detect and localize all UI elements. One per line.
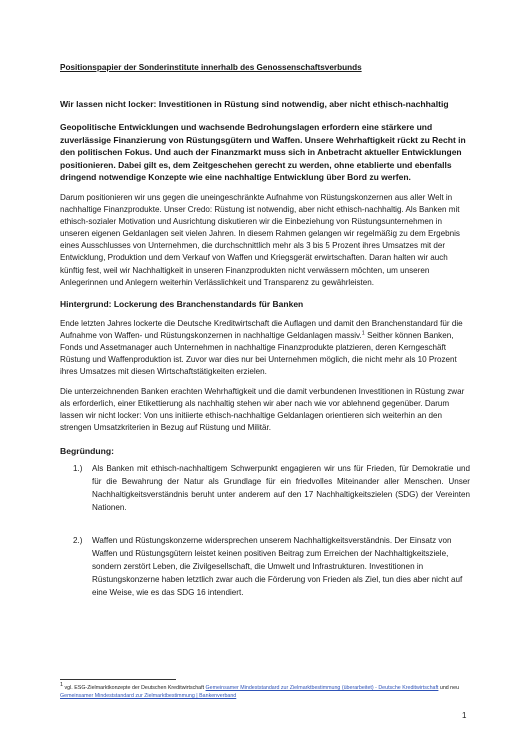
document-title: Positionspapier der Sonderinstitute innerhalb des Genossenschaftsverbunds	[60, 63, 362, 72]
page-number: 1	[462, 711, 467, 720]
footnote-divider	[60, 679, 176, 680]
background-heading: Hintergrund: Lockerung des Branchenstandards für Banken	[60, 298, 304, 309]
position-paragraph: Die unterzeichnenden Banken erachten Wehrhaftigkeit und die damit verbundenen Investitionen in Rüstung zwar als erforderlich, einer Etikettierung als nachhaltig stehen wir aber nach wie vor ablehnend gegenüber. Darum lassen wir nicht locker: Von uns initiierte ethisch-nachhaltige Geldanlagen orientieren sich weiterhin an den strengen Umsatzkriterien in Bezug auf Rüstung und Militär.	[60, 387, 465, 433]
footnote	[60, 684, 470, 700]
footnote-marker: 1	[60, 682, 64, 689]
footnote-prefix: vgl. ESG-Zielmarktkonzepte der Deutschen Kreditwirtschaft	[63, 685, 206, 691]
reason-item-1	[60, 462, 470, 514]
document-body	[60, 62, 470, 599]
background-text-part2: Seither können Banken, Fonds und Assetmanager auch Unternehmen in nachhaltige Finanzprodukte platzieren, deren Kerngeschäft Rüstung und Waffenproduktion ist. Zuvor war dies nur bei Unternehmen möglich, die nicht mehr als 10 Prozent ihres Umsatzes mit diesen Wirtschaftstätigkeiten erzielen.	[60, 330, 457, 377]
lead-paragraph: Geopolitische Entwicklungen und wachsende Bedrohungslagen erfordern eine stärkere und zuverlässige Finanzierung von Rüstungsgütern und Waffen. Unsere Wehrhaftigkeit rückt zu Recht in den politischen Fokus. Und auch der Finanzmarkt muss sich in Anbetracht aktueller Entwicklungen positionieren. Dabei gilt es, dem Zeitgeschehen gerecht zu werden, ohne etablierte und ebenfalls dringend notwendige Konzepte wie eine nachhaltige Entwicklung über Bord zu werfen.	[60, 122, 466, 183]
reason-text: Als Banken mit ethisch-nachhaltigem Schwerpunkt engagieren wir uns für Frieden, für Demokratie und für die Bewahrung der Natur als Grundlage für ein friedvolles Miteinander aller Menschen. Unser Nachhaltigkeitsverständnis beruht unter anderem auf den 17 Nachhaltigkeitszielen (SDG) der Vereinten Nationen.	[92, 463, 470, 512]
footnote-middle: und neu	[438, 685, 460, 691]
footnote-link-bankenverband[interactable]: Gemeinsamer Mindeststandard zur Zielmarktbestimmung | Bankenverband	[60, 693, 237, 699]
background-text-part1: Ende letzten Jahres lockerte die Deutsche Kreditwirtschaft die Auflagen und damit den Branchenstandard für die Aufnahme von Waffen- und Rüstungskonzernen in nachhaltige Geldanlagen massiv.	[60, 318, 463, 340]
reasons-heading: Begründung:	[60, 445, 114, 456]
reason-text: Waffen und Rüstungskonzerne widersprechen unserem Nachhaltigkeitsverständnis. Der Einsatz von Waffen und Rüstungsgütern leistet keinen positiven Beitrag zum Erreichen der Nachhaltigkeitsziele, sondern zerstört Leben, die Zivilgesellschaft, die Umwelt und Infrastrukturen. Investitionen in Rüstungskonzerne haben letztlich zwar auch die Förderung von Frieden als Ziel, tun dies aber nicht auf eine Weise, wie es das SDG 16 intendiert.	[92, 535, 463, 597]
footnote-link-dk[interactable]: Gemeinsamer Mindeststandard zur Zielmarktbestimmung (überarbeitet) - Deutsche Kreditwirtschaft	[205, 685, 439, 691]
reason-number: 2.)	[73, 535, 83, 545]
intro-paragraph: Darum positionieren wir uns gegen die uneingeschränkte Aufnahme von Rüstungskonzernen aus aller Welt in nachhaltige Finanzprodukte. Unser Credo: Rüstung ist notwendig, aber nicht ethisch-nachhaltig. Als Banken mit ethisch-sozialer Motivation und Ausrichtung diskutieren wir die Einbeziehung von Rüstungsunternehmen in unseren eigenen Geldanlagen seit vielen Jahren. In diesem Rahmen gelangen wir regelmäßig zu dem Ergebnis eines Ausschlusses von Unternehmen, die durchschnittlich mehr als 3 bis 5 Prozent ihres Umsatzes mit der Entwicklung, Produktion und dem Verkauf von Waffen und Kriegsgerät erwirtschaften. Daran halten wir auch künftig fest, weil wir Nachhaltigkeit in unseren Finanzprodukten nicht verwässern möchten, um unseren Anlegerinnen und Anlegern weiterhin Verlässlichkeit und Transparenz zu gewährleisten.	[60, 192, 460, 287]
reason-item-2	[60, 534, 470, 599]
background-paragraph	[60, 318, 470, 378]
reason-number: 1.)	[73, 463, 83, 473]
footnote-reference[interactable]: 1	[361, 330, 365, 337]
document-subtitle: Wir lassen nicht locker: Investitionen in Rüstung sind notwendig, aber nicht ethisch-nachhaltig	[60, 99, 449, 109]
